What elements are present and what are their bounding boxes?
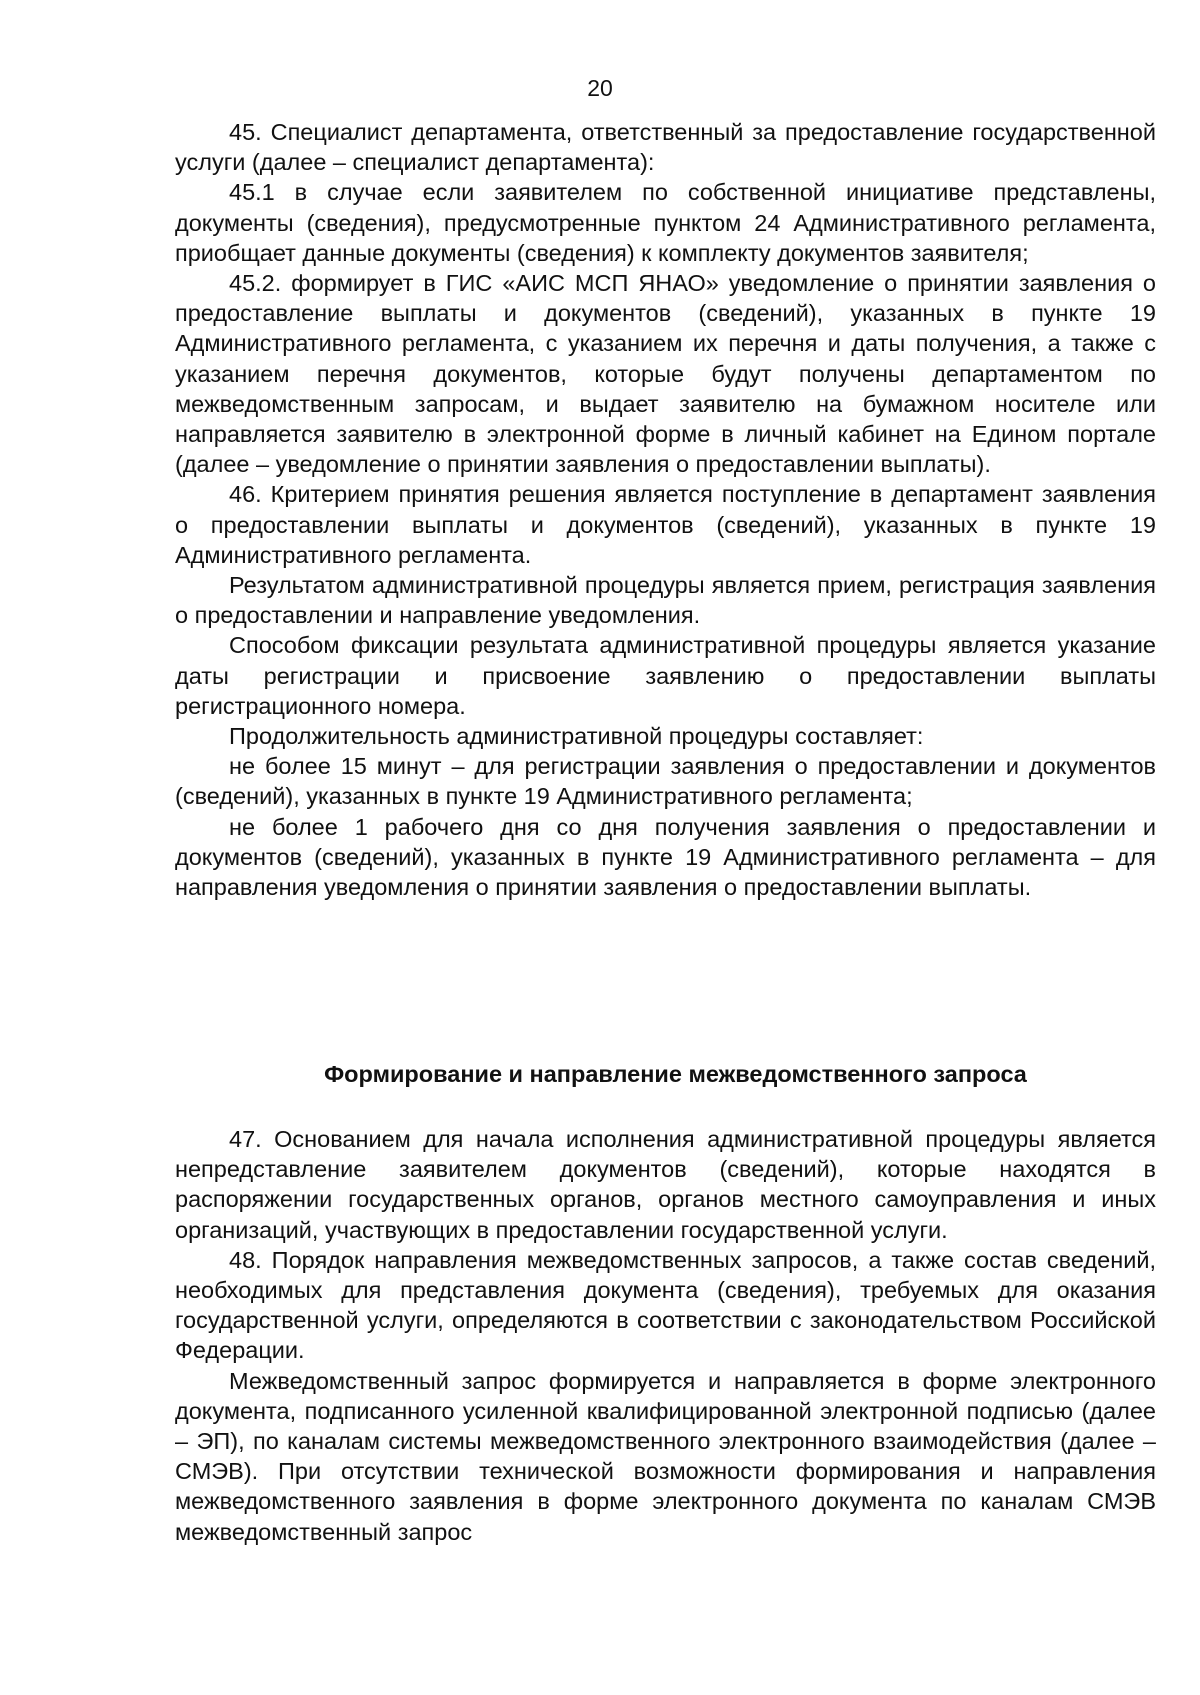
paragraph-45-1: 45.1 в случае если заявителем по собственной инициативе представлены, документы (сведения), предусмотренные пунктом 24 Административного регламента, приобщает данные документы (сведения) к комплекту документов заявителя; xyxy=(175,179,1156,266)
paragraph-48: 48. Порядок направления межведомственных запросов, а также состав сведений, необходимых для представления документа (сведения), требуемых для оказания государственной услуги, определяются в соответствии с законодательством Российской Федерации. xyxy=(175,1246,1156,1364)
paragraph-duration-1-day: не более 1 рабочего дня со дня получения заявления о предоставлении и документов (сведений), указанных в пункте 19 Административного регламента – для направления уведомления о принятии заявления о предоставлении выплаты. xyxy=(175,813,1156,901)
paragraph-fixation: Способом фиксации результата административной процедуры является указание даты регистрации и присвоение заявлению о предоставлении выплаты регистрационного номера. xyxy=(175,632,1156,719)
section-heading: Формирование и направление межведомственного запроса xyxy=(324,1061,1027,1087)
paragraph-duration: Продолжительность административной процедуры составляет: xyxy=(229,723,924,750)
section-top-text xyxy=(175,117,1156,902)
paragraph-result: Результатом административной процедуры является прием, регистрация заявления о предоставлении и направление уведомления. xyxy=(175,572,1156,629)
page-number: 20 xyxy=(587,75,613,101)
paragraph-45-2: 45.2. формирует в ГИС «АИС МСП ЯНАО» уведомление о принятии заявления о предоставление выплаты и документов (сведений), указанных в пункте 19 Административного регламента, с указанием их перечня и даты получения, а также с указанием перечня документов, которые будут получены департаментом по межведомственным запросам, и выдает заявителю на бумажном носителе или направляется заявителю в электронной форме в личный кабинет на Едином портале (далее – уведомление о принятии заявления о предоставлении выплаты). xyxy=(175,270,1156,478)
paragraph-duration-15-min: не более 15 минут – для регистрации заявления о предоставлении и документов (сведений), указанных в пункте 19 Административного регламента; xyxy=(175,753,1156,810)
paragraph-interagency-request: Межведомственный запрос формируется и направляется в форме электронного документа, подписанного усиленной квалифицированной электронной подписью (далее – ЭП), по каналам системы межведомственного электронного взаимодействия (далее – СМЭВ). При отсутствии технической возможности формирования и направления межведомственного заявления в форме электронного документа по каналам СМЭВ межведомственный запрос xyxy=(175,1367,1156,1545)
section-bottom-text xyxy=(175,1124,1156,1547)
paragraph-46: 46. Критерием принятия решения является поступление в департамент заявления о предоставлении выплаты и документов (сведений), указанных в пункте 19 Административного регламента. xyxy=(175,481,1156,568)
paragraph-47: 47. Основанием для начала исполнения административной процедуры является непредставление заявителем документов (сведений), которые находятся в распоряжении государственных органов, органов местного самоуправления и иных организаций, участвующих в предоставлении государственной услуги. xyxy=(175,1126,1156,1243)
paragraph-45: 45. Специалист департамента, ответственный за предоставление государственной услуги (далее – специалист департамента): xyxy=(175,119,1156,176)
